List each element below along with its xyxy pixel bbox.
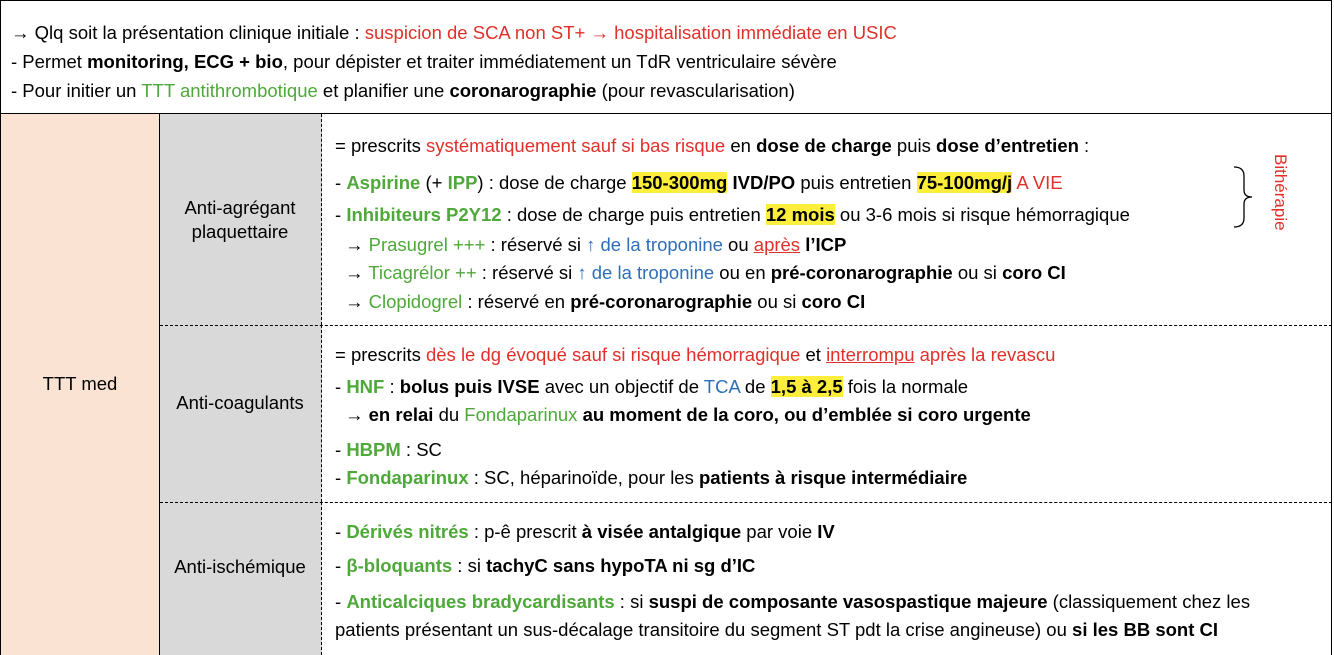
content-line <box>335 375 968 399</box>
bold-span: suspi de composante vasospastique majeure <box>648 591 1048 612</box>
bold-span: si les BB sont CI <box>1072 619 1219 640</box>
text-span: , pour dépister et traiter immédiatement un TdR ventriculaire sévère <box>282 51 837 72</box>
text-span: - <box>335 555 347 576</box>
subcategory-cell-antiagregant <box>160 114 322 325</box>
green-bold-span: HBPM <box>346 439 401 460</box>
main-category-label: TTT med <box>42 373 118 394</box>
text-span: : réservé si <box>476 262 578 283</box>
content-antiagregant <box>323 114 1332 325</box>
content-line <box>345 403 1031 427</box>
bold-span: au moment de la coro, ou d’emblée si coro urgente <box>582 404 1031 425</box>
green-bold-span: Aspirine <box>346 172 421 193</box>
header-line-1-red: suspicion de SCA non ST+ → hospitalisation immédiate en USIC <box>364 22 897 43</box>
text-span: : SC <box>400 439 442 460</box>
arrow-span: → <box>345 262 369 283</box>
text-span: - <box>335 521 347 542</box>
text-span: par voie <box>741 521 818 542</box>
text-span: - <box>335 376 347 397</box>
header-box <box>0 0 1332 114</box>
text-span: de <box>739 376 771 397</box>
text-span: : p-ê prescrit <box>468 521 582 542</box>
subcategory-cell-antiisch <box>160 502 322 655</box>
main-category-cell <box>0 114 160 655</box>
text-span: - <box>335 467 347 488</box>
text-span: : <box>384 376 400 397</box>
text-span: (classiquement chez les <box>1047 591 1251 612</box>
text-span: puis <box>891 135 937 156</box>
content-line <box>335 590 1250 614</box>
content-line <box>345 290 865 314</box>
green-bold-span: Inhibiteurs P2Y12 <box>346 204 502 225</box>
text-span: = prescrits <box>335 135 426 156</box>
content-antiisch <box>323 502 1332 655</box>
bold-span: coro CI <box>801 291 866 312</box>
highlight-span: 150-300mg <box>631 172 728 193</box>
text-span: (pour revascularisation) <box>596 80 795 101</box>
content-line <box>335 343 1055 367</box>
bold-span: coro CI <box>1002 262 1066 283</box>
text-span: : <box>1078 135 1090 156</box>
subcategory-label-antiisch: Anti-ischémique <box>174 556 306 577</box>
red-span: systématiquement sauf si bas risque <box>425 135 726 156</box>
red-underline-span: après <box>753 234 801 255</box>
text-span: = prescrits <box>335 344 426 365</box>
content-anticoag <box>323 325 1332 502</box>
bold-span: en relai <box>368 404 434 425</box>
content-line <box>335 618 1218 642</box>
arrow-span: → <box>345 291 369 312</box>
text-span: puis entretien <box>795 172 917 193</box>
content-line <box>335 554 755 578</box>
green-bold-span: HNF <box>346 376 385 397</box>
text-span: et <box>800 344 827 365</box>
text-span: ou en <box>714 262 771 283</box>
bold-span: l’ICP <box>800 234 847 255</box>
text-span: - <box>335 439 347 460</box>
bold-span: tachyC sans hypoTA ni sg d’IC <box>486 555 756 576</box>
bold-span: à visée antalgique <box>581 521 742 542</box>
bold-span: coronarographie <box>449 80 597 101</box>
bold-span: IVD/PO <box>727 172 796 193</box>
arrow-span: → <box>345 404 369 425</box>
text-span: : SC, héparinoïde, pour les <box>468 467 699 488</box>
bold-span: IV <box>817 521 835 542</box>
highlight-span: 1,5 à 2,5 <box>770 376 843 397</box>
text-span: patients présentant un sus-décalage transitoire du segment ST pdt la crise angineuse) ou <box>335 619 1073 640</box>
arrow-span: → <box>345 234 369 255</box>
text-span: ) : dose de charge <box>477 172 632 193</box>
text-span: fois la normale <box>842 376 969 397</box>
content-line <box>345 233 846 257</box>
text-span: - <box>335 172 347 193</box>
content-line <box>335 171 1063 195</box>
highlight-span: 12 mois <box>765 204 835 225</box>
bold-span: pré-coronarographie <box>770 262 953 283</box>
text-span: ou 3-6 mois si risque hémorragique <box>834 204 1130 225</box>
green-bold-span: Dérivés nitrés <box>346 521 469 542</box>
bold-span: dose d’entretien <box>936 135 1079 156</box>
bitherapie-text: Bithérapie <box>1271 154 1290 231</box>
content-line <box>335 438 442 462</box>
text-span: : dose de charge puis entretien <box>501 204 766 225</box>
green-bold-span: IPP <box>447 172 478 193</box>
text-span: et planifier une <box>317 80 450 101</box>
green-bold-span: β-bloquants <box>346 555 453 576</box>
green-bold-span: Fondaparinux <box>346 467 469 488</box>
red-span: dès le dg évoqué sauf si risque hémorragique <box>425 344 801 365</box>
header-line-1-text: → Qlq soit la présentation clinique initiale : <box>11 22 365 43</box>
green-span: TTT antithrombotique <box>141 80 318 101</box>
green-span: Fondaparinux <box>464 404 578 425</box>
bold-span: monitoring, ECG + bio <box>87 51 283 72</box>
text-span: ou si <box>752 291 802 312</box>
text-span: - <box>335 204 347 225</box>
bold-span: patients à risque intermédiaire <box>698 467 968 488</box>
red-underline-span: interrompu <box>826 344 915 365</box>
green-span: Clopidogrel <box>368 291 463 312</box>
text-span: ou si <box>952 262 1003 283</box>
green-bold-span: Anticalciques bradycardisants <box>346 591 615 612</box>
blue-span: TCA <box>703 376 740 397</box>
content-line <box>345 261 1066 285</box>
subcategory-label-anticoag: Anti-coagulants <box>176 392 304 413</box>
text-span: du <box>433 404 465 425</box>
subcategory-label-antiagregant: Anti-agrégant plaquettaire <box>184 197 296 242</box>
text-span: - Pour initier un <box>11 80 142 101</box>
green-span: Prasugrel +++ <box>368 234 486 255</box>
header-line-1 <box>11 21 897 45</box>
bold-span: dose de charge <box>756 135 892 156</box>
header-line-2 <box>11 50 837 74</box>
bracket-shape <box>1232 166 1254 228</box>
text-span: : si <box>452 555 487 576</box>
green-span: Ticagrélor ++ <box>368 262 477 283</box>
subcategory-cell-anticoag <box>160 325 322 502</box>
text-span: : réservé si <box>485 234 587 255</box>
text-span: avec un objectif de <box>539 376 704 397</box>
red-span: A VIE <box>1012 172 1063 193</box>
bold-span: pré-coronarographie <box>570 291 753 312</box>
text-span: (+ <box>420 172 448 193</box>
bold-span: bolus puis IVSE <box>399 376 540 397</box>
content-line <box>335 203 1130 227</box>
bitherapie-note <box>1262 150 1288 250</box>
header-line-3 <box>11 79 795 103</box>
content-line <box>335 520 835 544</box>
text-span: : réservé en <box>462 291 571 312</box>
text-span: ou <box>722 234 754 255</box>
content-line <box>335 134 1089 158</box>
blue-span: ↑ de la troponine <box>577 262 715 283</box>
highlight-span: 75-100mg/j <box>916 172 1013 193</box>
blue-span: ↑ de la troponine <box>586 234 723 255</box>
text-span: : si <box>614 591 649 612</box>
text-span: - <box>335 591 347 612</box>
content-line <box>335 466 967 490</box>
text-span: en <box>725 135 757 156</box>
red-span: après la revascu <box>914 344 1056 365</box>
text-span: - Permet <box>11 51 88 72</box>
